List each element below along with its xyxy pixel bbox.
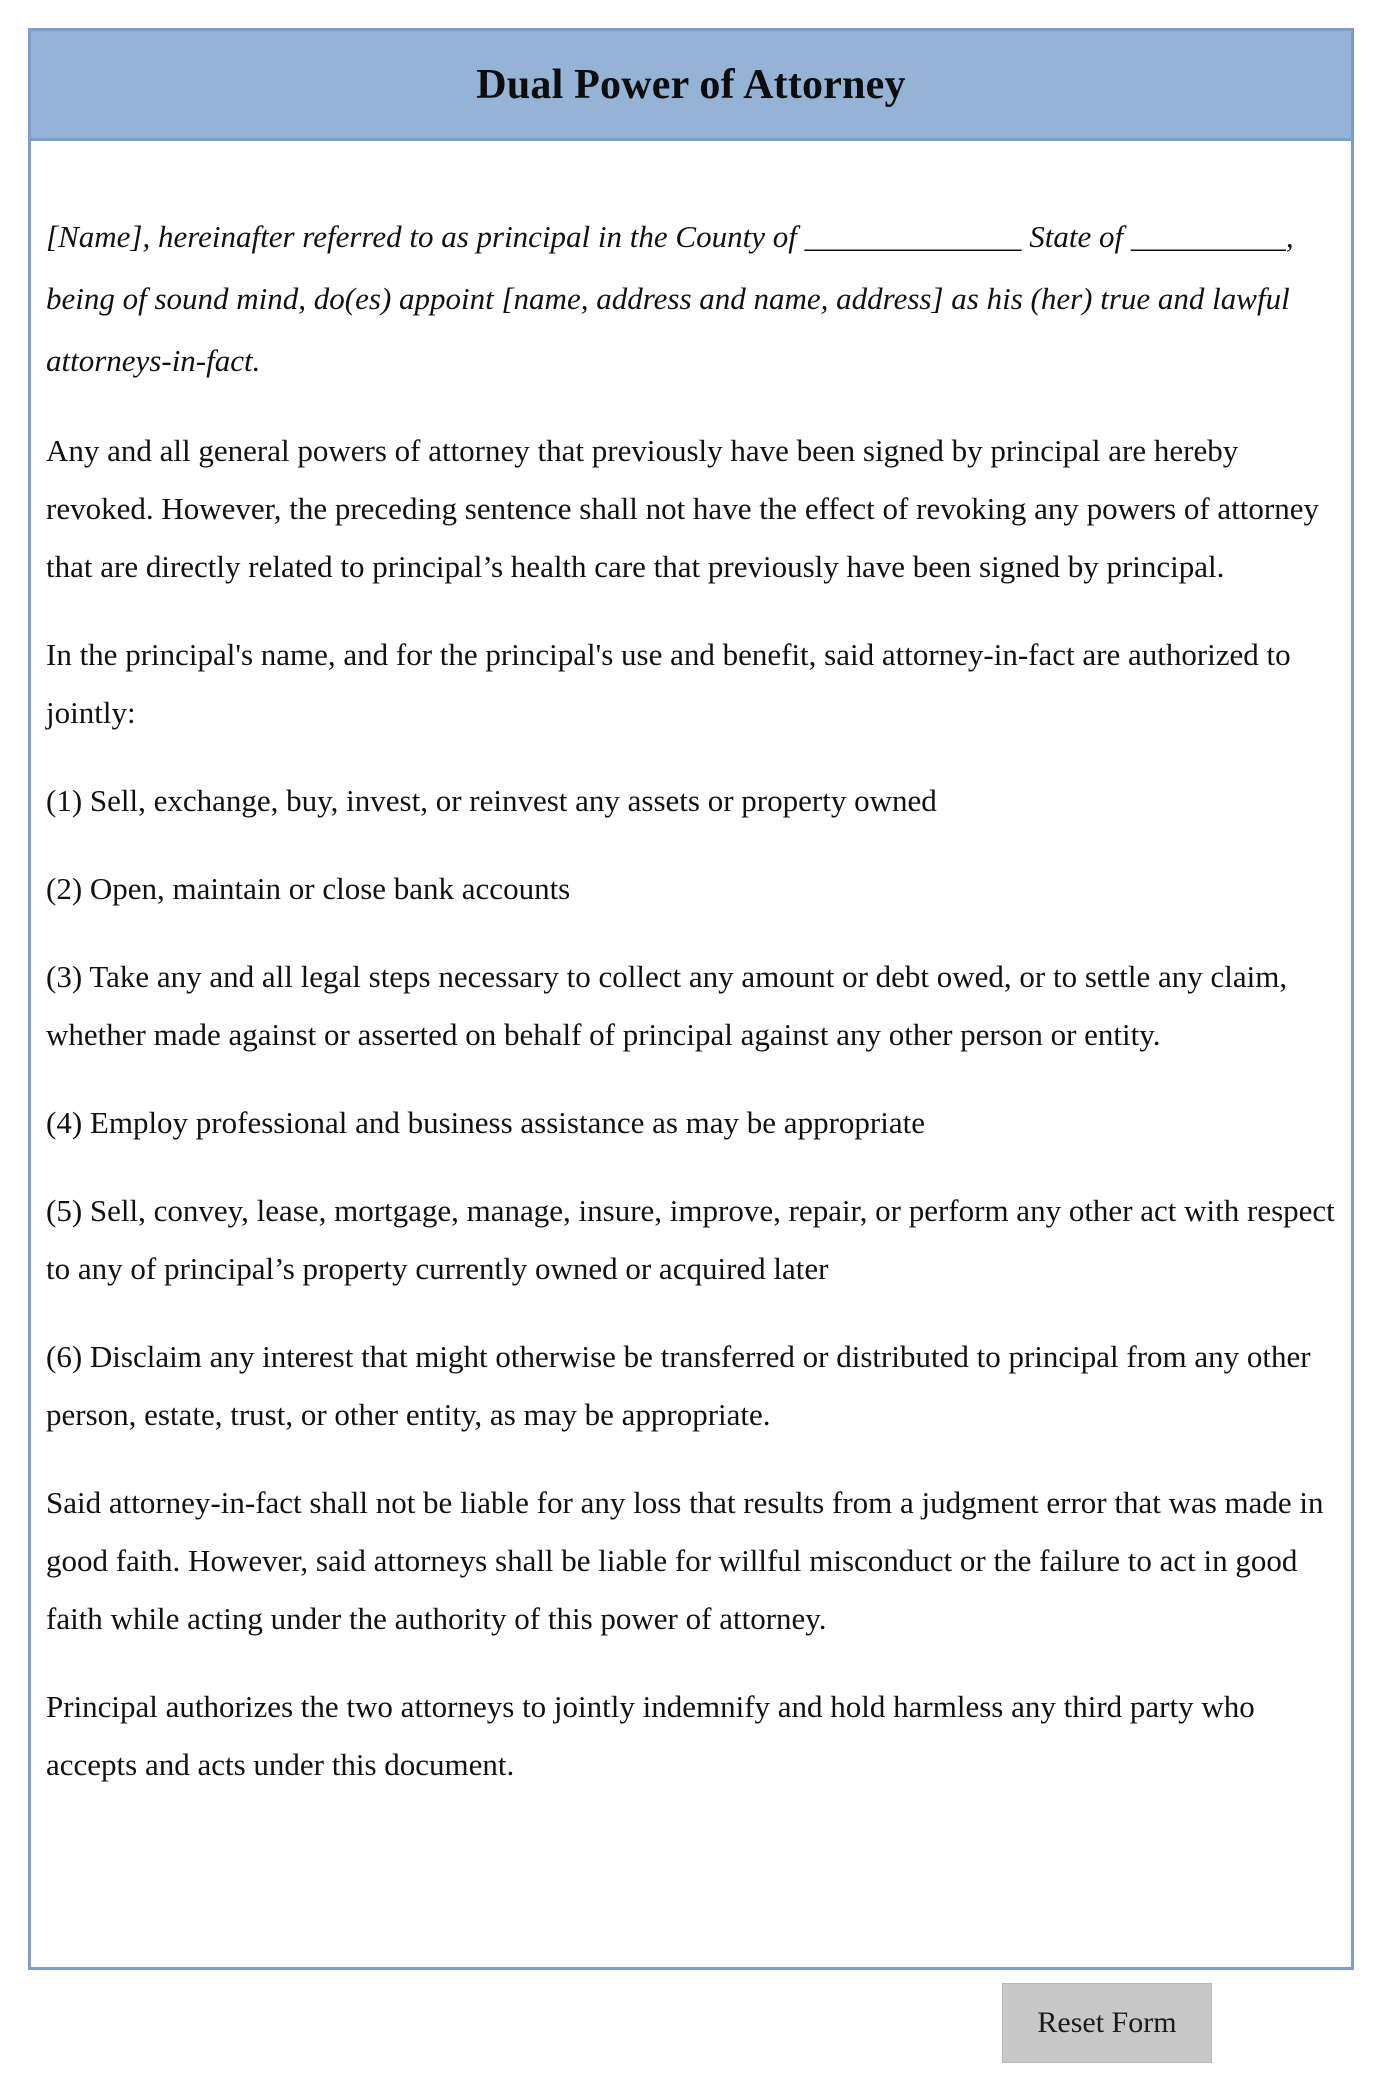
form-frame (28, 28, 1354, 1970)
power-item-6: (6) Disclaim any interest that might otherwise be transferred or distributed to principal from any other person, estate, trust, or other entity, as may be appropriate. (46, 1339, 1311, 1432)
power-item-3: (3) Take any and all legal steps necessary to collect any amount or debt owed, or to settle any claim, whether made against or asserted on behalf of principal against any other person or entity. (46, 959, 1288, 1052)
indemnify-paragraph: Principal authorizes the two attorneys to jointly indemnify and hold harmless any third party who accepts and acts under this document. (46, 1689, 1255, 1782)
reset-form-button[interactable]: Reset Form (1002, 1983, 1212, 2063)
liability-paragraph: Said attorney-in-fact shall not be liable for any loss that results from a judgment error that was made in good faith. However, said attorneys shall be liable for willful misconduct or the failure to act in good faith while acting under the authority of this power of attorney. (46, 1485, 1324, 1636)
form-title: Dual Power of Attorney (476, 61, 906, 108)
form-header (31, 31, 1351, 141)
intro-paragraph: [Name], hereinafter referred to as principal in the County of ______________ State of __________, being of sound mind, do(es) appoint [name, address and name, address] as his (her) true and lawful attorneys-in-fact. (46, 219, 1294, 378)
power-item-4: (4) Employ professional and business assistance as may be appropriate (46, 1105, 925, 1140)
power-item-1: (1) Sell, exchange, buy, invest, or reinvest any assets or property owned (46, 783, 937, 818)
form-body (46, 206, 1346, 1794)
authority-intro-paragraph: In the principal's name, and for the principal's use and benefit, said attorney-in-fact are authorized to jointly: (46, 637, 1291, 730)
power-item-2: (2) Open, maintain or close bank accounts (46, 871, 571, 906)
power-item-5: (5) Sell, convey, lease, mortgage, manage, insure, improve, repair, or perform any other act with respect to any of principal’s property currently owned or acquired later (46, 1193, 1335, 1286)
revocation-paragraph: Any and all general powers of attorney that previously have been signed by principal are hereby revoked. However, the preceding sentence shall not have the effect of revoking any powers of attorney that are directly related to principal’s health care that previously have been signed by principal. (46, 433, 1319, 584)
